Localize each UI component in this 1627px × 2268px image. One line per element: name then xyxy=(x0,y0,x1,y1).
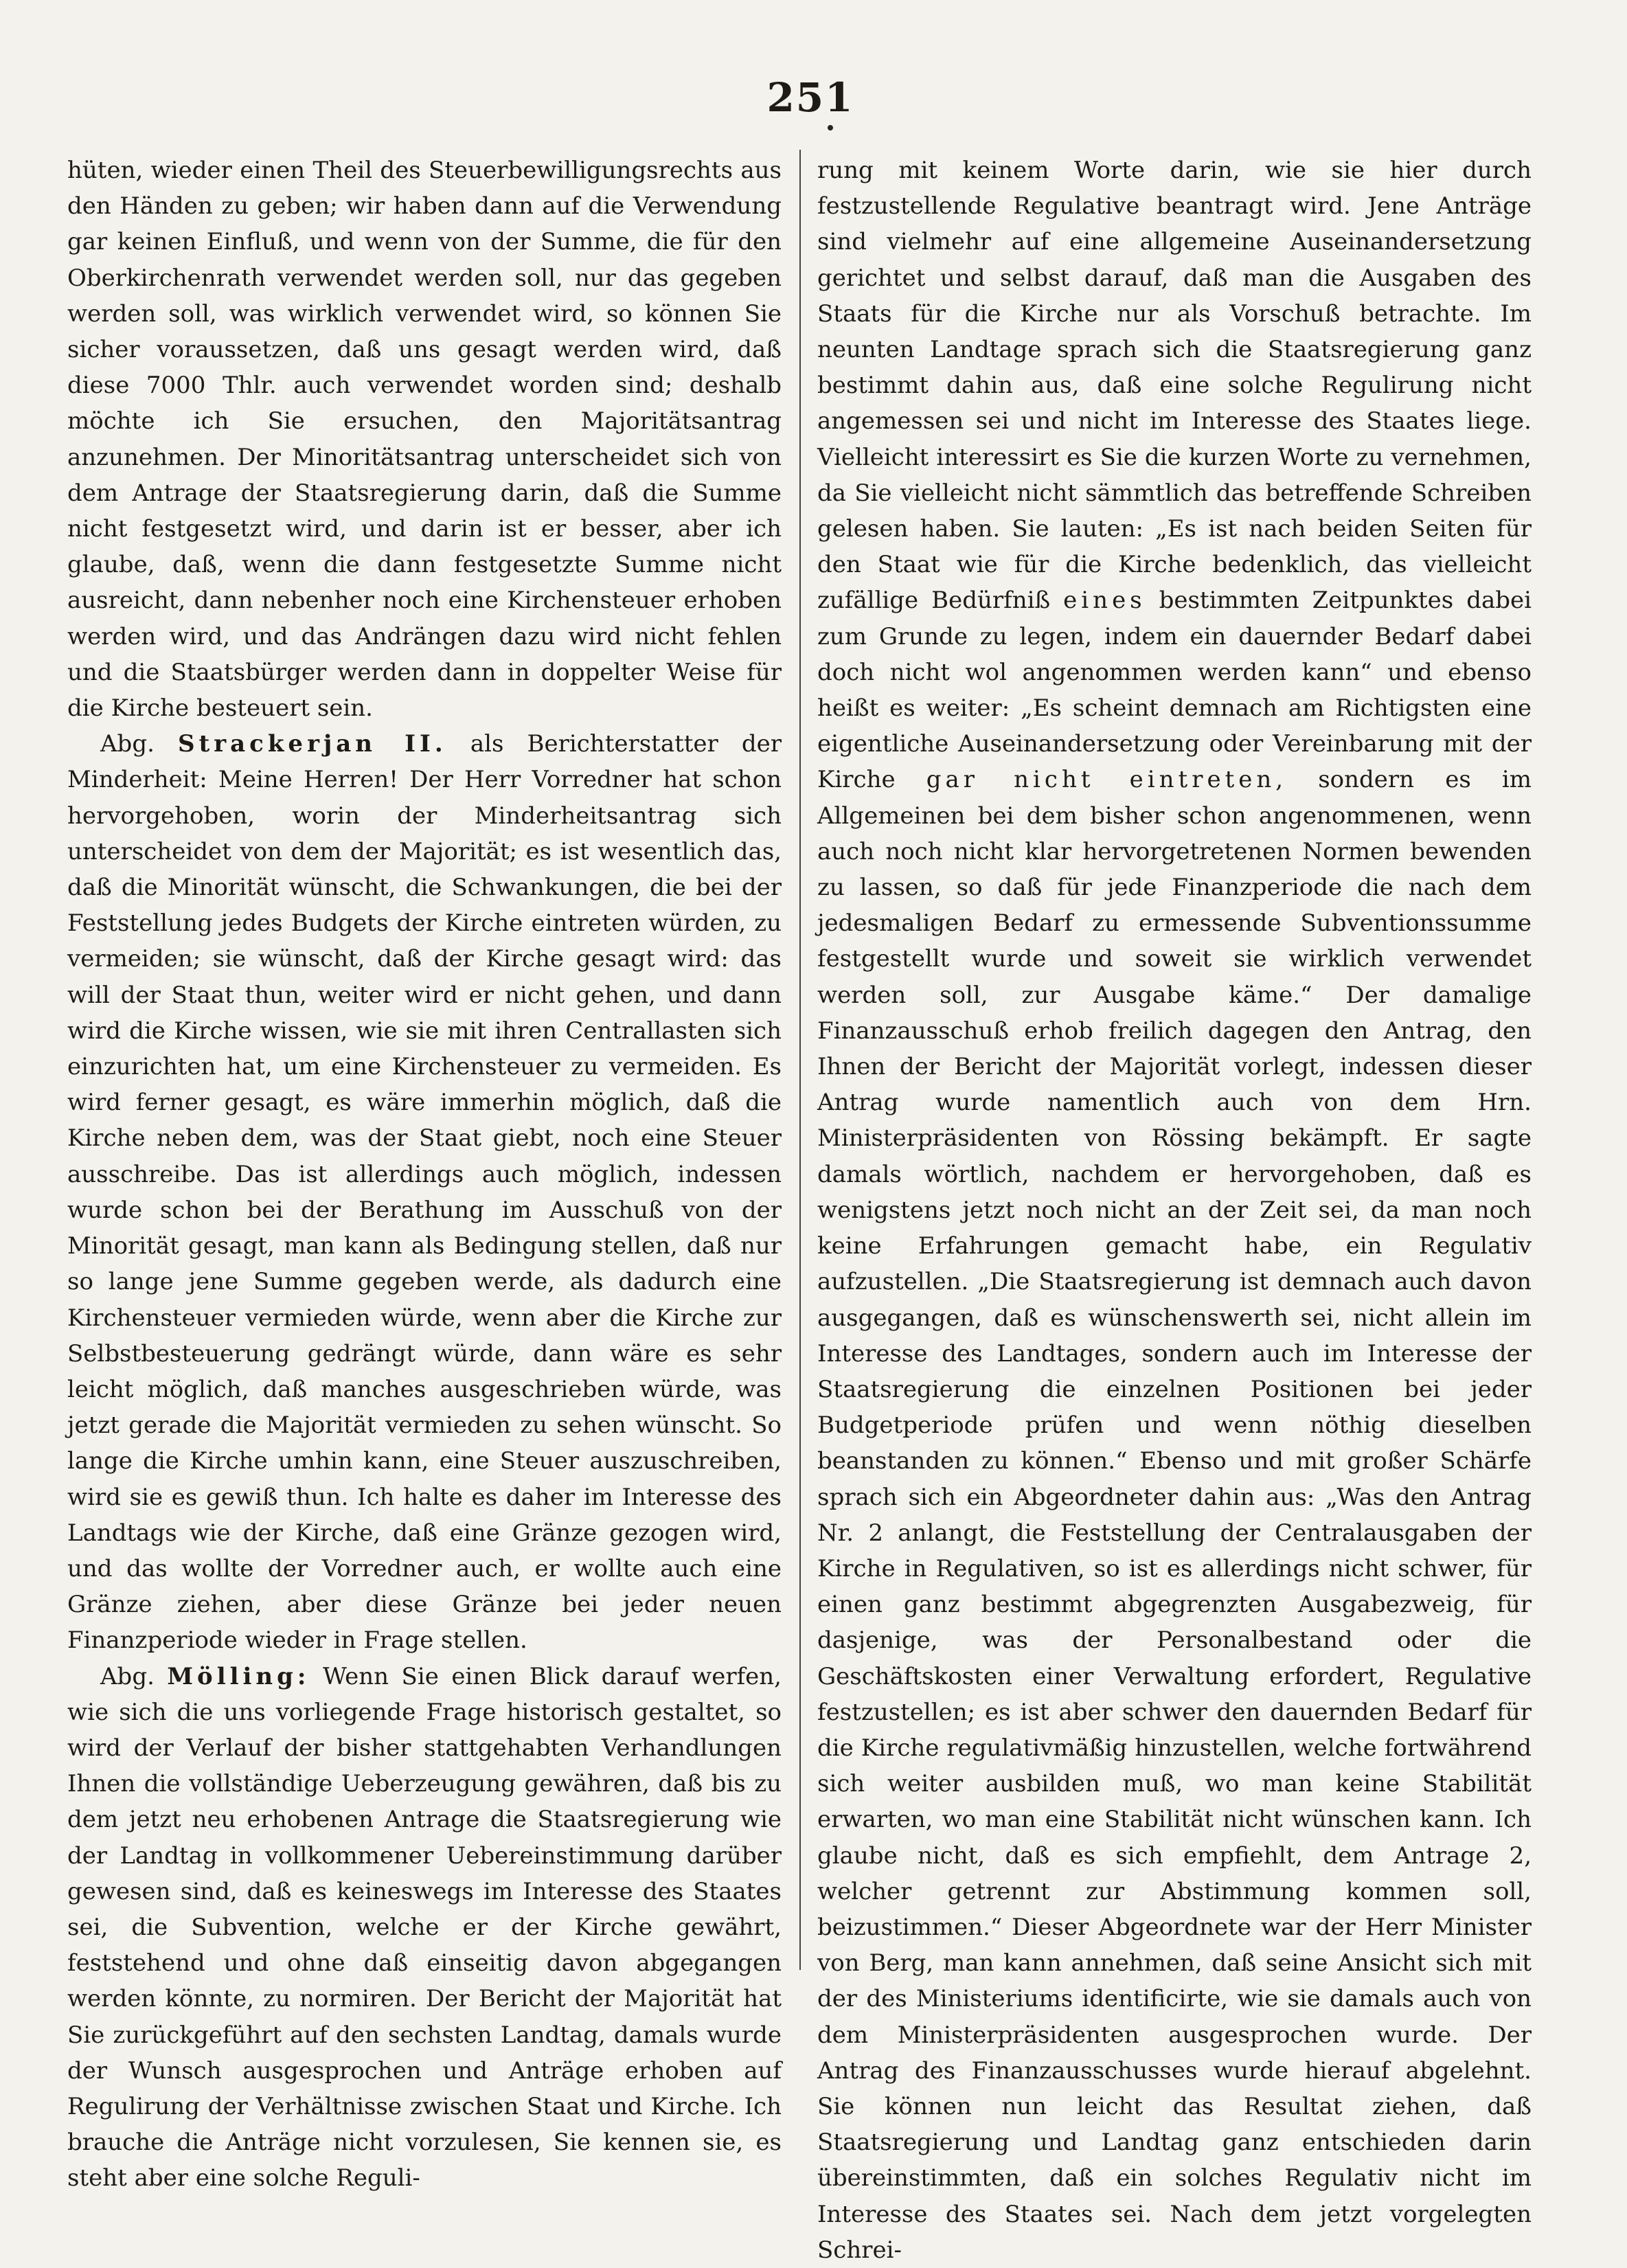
paragraph-continuation: hüten, wieder einen Theil des Steuerbewilligungsrechts aus den Händen zu geben; wir haben dann auf die Verwendung gar keinen Einfluß, und wenn von der Summe, die für den Oberkirchenrath verwendet werden soll, nur das gegeben werden soll, was wirklich verwendet wird, so können Sie sicher voraussetzen, daß uns gesagt werden wird, daß diese 7000 Thlr. auch verwendet worden sind; deshalb möchte ich Sie ersuchen, den Majoritätsantrag anzunehmen. Der Minoritätsantrag unterscheidet sich von dem Antrage der Staatsregierung darin, daß die Summe nicht festgesetzt wird, und darin ist er besser, aber ich glaube, daß, wenn die dann festgesetzte Summe nicht ausreicht, dann nebenher noch eine Kirchensteuer erhoben werden wird, und das Andrängen dazu wird nicht fehlen und die Staatsbürger werden dann in doppelter Weise für die Kirche besteuert sein. xyxy=(67,157,782,723)
prefix-abg: Abg. xyxy=(100,730,155,758)
speaker-moelling: Mölling: xyxy=(167,1662,310,1690)
column-divider xyxy=(799,150,801,1970)
speaker-strackerjan: Strackerjan II. xyxy=(177,730,447,758)
paragraph-strackerjan xyxy=(67,726,782,1658)
speech-moelling: Wenn Sie einen Blick darauf werfen, wie sich die uns vorliegende Frage historisch gestaltet, so wird der Verlauf der bisher stattgehabten Verhandlungen Ihnen die vollständige Ueberzeugung gewähren, daß bis zu dem jetzt neu erhobenen Antrage die Staatsregierung wie der Landtag in vollkommener Uebereinstimmung darüber gewesen sind, daß es keineswegs im Interesse des Staates sei, die Subvention, welche er der Kirche gewährt, feststehend und ohne daß einseitig davon abgegangen werden könnte, zu normiren. Der Bericht der Majorität hat Sie zurückgeführt auf den sechsten Landtag, damals wurde der Wunsch ausgesprochen und Anträge erhoben auf Regulirung der Verhältnisse zwischen Staat und Kirche. Ich brauche die Anträge nicht vorzulesen, Sie kennen sie, es steht aber eine solche Reguli- xyxy=(67,1662,782,2192)
text-segment-2: bestimmten Zeitpunktes dabei zum Grunde zu legen, indem ein dauernder Bedarf dabei doch nicht wol angenommen werden kann“ und ebenso heißt es weiter: „Es scheint demnach am Richtigsten eine eigentliche Auseinandersetzung oder Vereinbarung mit der Kirche xyxy=(817,587,1532,794)
speech-strackerjan: als Berichterstatter der Minderheit: Meine Herren! Der Herr Vorredner hat schon hervorgehoben, worin der Minderheitsantrag sich unterscheidet von dem der Majorität; es ist wesentlich das, daß die Minorität wünscht, die Schwankungen, die bei der Feststellung jedes Budgets der Kirche eintreten würden, zu vermeiden; sie wünscht, daß der Kirche gesagt wird: das will der Staat thun, weiter wird er nicht gehen, und dann wird die Kirche wissen, wie sie mit ihren Centrallasten sich einzurichten hat, um eine Kirchensteuer zu vermeiden. Es wird ferner gesagt, es wäre immerhin möglich, daß die Kirche neben dem, was der Staat giebt, noch eine Steuer ausschreibe. Das ist allerdings auch möglich, indessen wurde schon bei der Berathung im Ausschuß von der Minorität gesagt, man kann als Bedingung stellen, daß nur so lange jene Summe gegeben werde, als dadurch eine Kirchensteuer vermieden würde, wenn aber die Kirche zur Selbstbesteuerung gedrängt würde, dann wäre es sehr leicht möglich, daß manches ausgeschrieben würde, was jetzt gerade die Majorität vermieden zu sehen wünscht. So lange die Kirche umhin kann, eine Steuer auszuschreiben, wird sie es gewiß thun. Ich halte es daher im Interesse des Landtags wie der Kirche, daß eine Gränze gezogen wird, und das wollte der Vorredner auch, er wollte auch eine Gränze ziehen, aber diese Gränze bei jeder neuen Finanzperiode wieder in Frage stellen. xyxy=(67,730,782,1655)
left-column xyxy=(67,152,782,2192)
paragraph-moelling xyxy=(67,1659,782,2197)
paragraph-right xyxy=(817,152,1532,2268)
spaced-phrase-gar-nicht: gar nicht eintreten, xyxy=(926,766,1288,794)
decorative-dot xyxy=(828,125,833,131)
right-column xyxy=(817,152,1532,2264)
page-number: 251 xyxy=(766,74,854,121)
text-segment-3: sondern es im Allgemeinen bei dem bisher schon angenommenen, wenn auch noch nicht klar hervorgetretenen Normen bewenden zu lassen, so daß für jede Finanzperiode die nach dem jedesmaligen Bedarf zu ermessende Subventionssumme festgestellt wurde und soweit sie wirklich verwendet werden soll, zur Ausgabe käme.“ Der damalige Finanzausschuß erhob freilich dagegen den Antrag, den Ihnen der Bericht der Majorität vorlegt, indessen dieser Antrag wurde namentlich auch von dem Hrn. Ministerpräsidenten von Rössing bekämpft. Er sagte damals wörtlich, nachdem er hervorgehoben, daß es wenigstens jetzt noch nicht an der Zeit sei, da man noch keine Erfahrungen gemacht habe, ein Regulativ aufzustellen. „Die Staatsregierung ist demnach auch davon ausgegangen, daß es wünschenswerth sei, nicht allein im Interesse des Landtages, sondern auch im Interesse der Staatsregierung die einzelnen Positionen bei jeder Budgetperiode prüfen und wenn nöthig dieselben beanstanden zu können.“ Ebenso und mit großer Schärfe sprach sich ein Abgeordneter dahin aus: „Was den Antrag Nr. 2 anlangt, die Feststellung der Centralausgaben der Kirche in Regulativen, so ist es allerdings nicht schwer, für einen ganz bestimmt abgegrenzten Ausgabezweig, für dasjenige, was der Personalbestand oder die Geschäftskosten einer Verwaltung erfordert, Regulative festzustellen; es ist aber schwer den dauernden Bedarf für die Kirche regulativmäßig hinzustellen, welche fortwährend sich weiter ausbilden muß, wo man keine Stabilität erwarten, wo man eine Stabilität nicht wünschen kann. Ich glaube nicht, daß es sich empfiehlt, dem Antrage 2, welcher getrennt zur Abstimmung kommen soll, beizustimmen.“ Dieser Abgeordnete war der Herr Minister von Berg, man kann annehmen, daß seine Ansicht sich mit der des Ministeriums identificirte, wie sie damals auch von dem Ministerpräsidenten ausgesprochen wurde. Der Antrag des Finanzausschusses wurde hierauf abgelehnt. Sie können nun leicht das Resultat ziehen, daß Staatsregierung und Landtag ganz entschieden darin übereinstimmten, daß ein solches Regulativ nicht im Interesse des Staates sei. Nach dem jetzt vorgelegten Schrei- xyxy=(817,766,1532,2264)
spaced-word-eines: eines xyxy=(1063,587,1146,615)
text-segment-1: rung mit keinem Worte darin, wie sie hier durch festzustellende Regulative beantragt wird. Jene Anträge sind vielmehr auf eine allgemeine Auseinandersetzung gerichtet und selbst darauf, daß man die Ausgaben des Staats für die Kirche nur als Vorschuß betrachte. Im neunten Landtage sprach sich die Staatsregierung ganz bestimmt dahin aus, daß eine solche Regulirung nicht angemessen sei und nicht im Interesse des Staates liege. Vielleicht interessirt es Sie die kurzen Worte zu vernehmen, da Sie vielleicht nicht sämmtlich das betreffende Schreiben gelesen haben. Sie lauten: „Es ist nach beiden Seiten für den Staat wie für die Kirche bedenklich, das vielleicht zufällige Bedürfniß xyxy=(817,157,1532,615)
prefix-abg: Abg. xyxy=(100,1662,155,1690)
